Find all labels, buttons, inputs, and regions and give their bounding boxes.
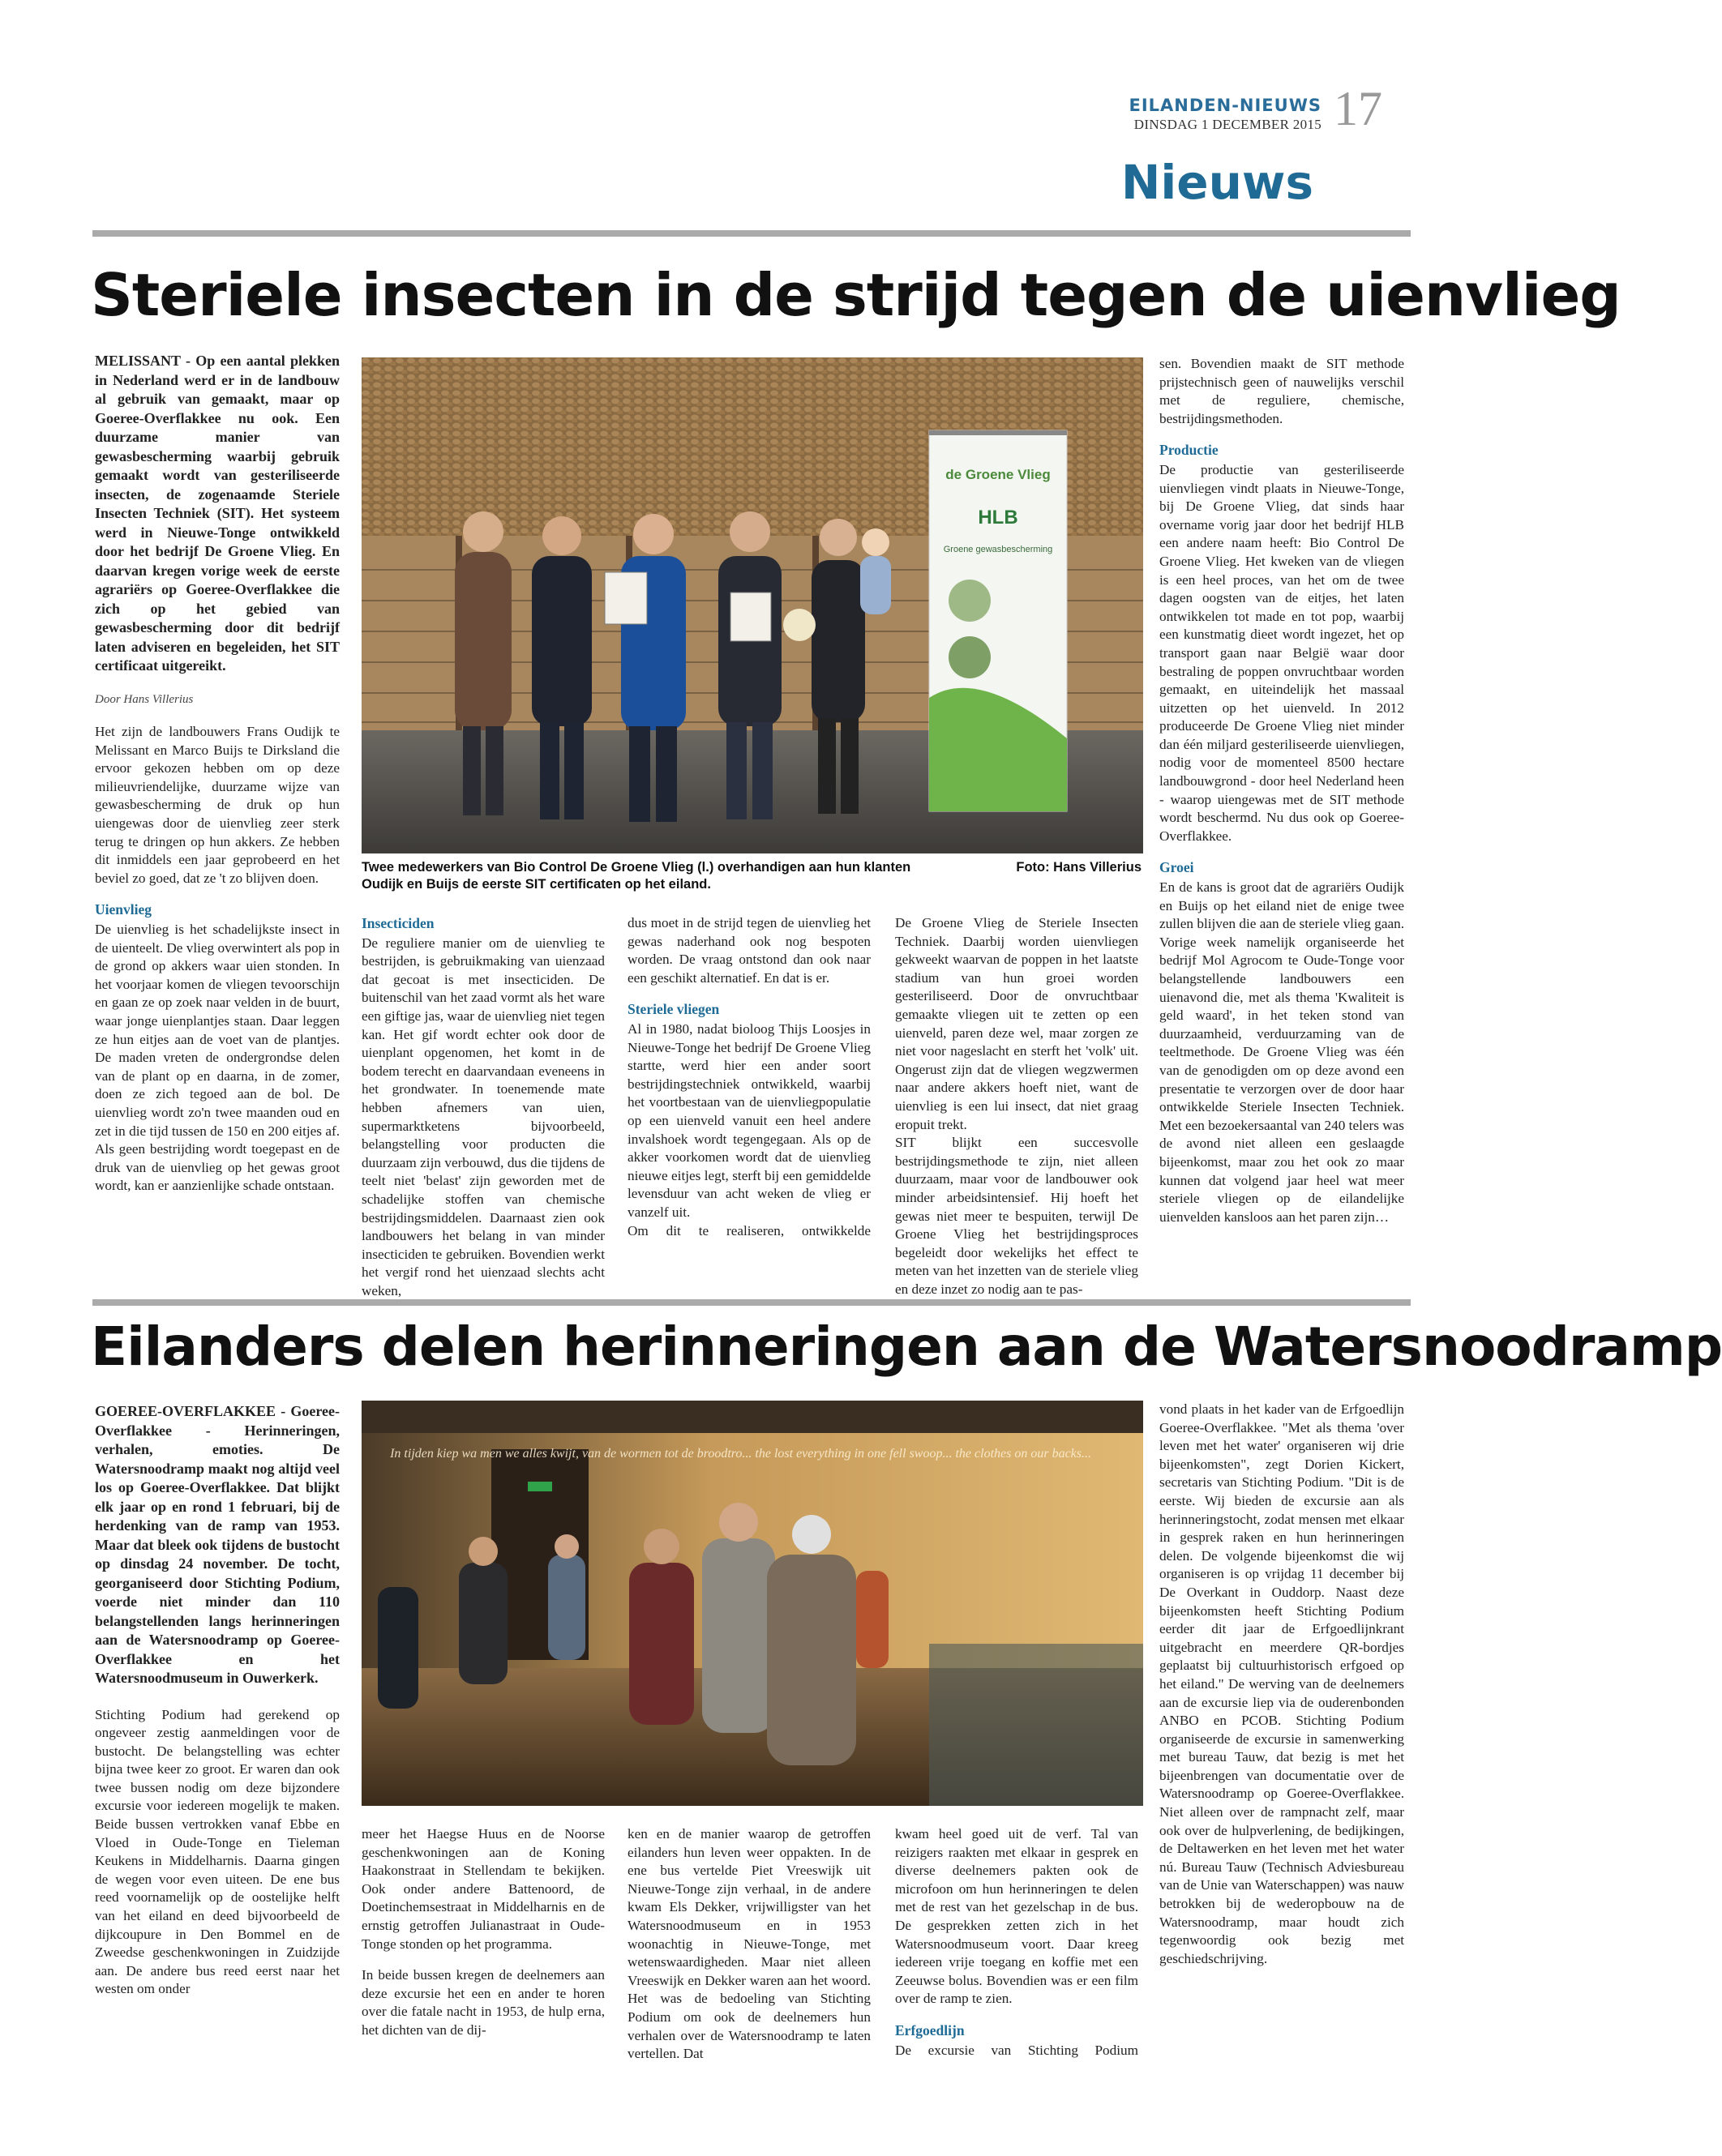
banner-subtitle: Groene gewasbescherming (943, 545, 1053, 554)
banner-brand-1: de Groene Vlieg (945, 467, 1051, 482)
article1-photo-caption: Twee medewerkers van Bio Control De Groene Vlieg (l.) overhandigen aan hun klanten Oudijk en Buijs de eerste SIT certificaten op het eiland. (362, 860, 911, 892)
subheading-erfgoedlijn: Erfgoedlijn (895, 2021, 965, 2038)
article1-photo (362, 357, 1143, 853)
article1-paragraph: De uienvlieg is het schadelijkste insect in de uienteelt. De vlieg overwintert als pop in de grond op akkers waar uien stonden. In het voorjaar komen de vliegen tevoorschijn en gaan ze op zoek naar velden in de buurt, waar jonge uienplantjes staan. Daar leggen ze hun eitjes aan de voet van de plantjes. De maden vreten de ondergrondse delen van de plant op en daarna, in de zomer, doen ze zich tegoed aan de bol. De uienvlieg wordt zo'n twee maanden oud en zet in die tijd tussen de 150 en 200 eitjes af. Als geen bestrijding wordt toegepast en de druk van de uienvlieg op het gewas groot wordt, kan er aanzienlijke schade ontstaan. (95, 922, 340, 1194)
article1-column-4 (895, 914, 1138, 1298)
article2-paragraph: Stichting Podium had gerekend op ongeveer zestig aanmeldingen voor de bustocht. De belangstelling was echter bijna twee keer zo groot. Er waren dan ook twee bussen nodig om deze bijzondere excursie voor iedereen mogelijk te maken. Beide bussen vertrokken vanaf Ebbe en Vloed in Oude-Tonge en Tieleman Keukens in Middelharnis. Daarna gingen de wegen voor even uiteen. De ene bus reed voornamelijk op de oostelijke helft van het eiland en deed bijvoorbeeld de dijkcoupure in Den Bommel en de Zweedse geschenkwoningen in Zuidzijde aan. De andere bus reed eerst naar het westen om onder (95, 1706, 340, 1997)
article2-headline: Eilanders delen herinneringen aan de Watersnoodramp (91, 1315, 1722, 1378)
subheading-steriele-vliegen: Steriele vliegen (628, 1001, 720, 1018)
article2-column-2 (362, 1825, 605, 2040)
article2-paragraph: vond plaats in het kader van de Erfgoedlijn Goeree-Overflakkee. "Met als thema 'over leven met het water' organiseren wij drie bijeenkomsten", zegt Dorien Kickert, secretaris van Stichting Podium. "Dit is de eerste. Wij bieden de excursie aan als herinneringstocht, zodat mensen met elkaar in gesprek raken en hun herinneringen delen. De volgende bijeenkomst die wij organiseren is op vrijdag 11 december bij De Overkant in Ouddorp. Naast deze bijeenkomsten heeft Stichting Podium eerder dit jaar de Erfgoedlijnkrant uitgebracht en meerdere QR-bordjes geplaatst bij cultuurhistorisch erfgoed op het eiland." De werving van de deelnemers aan de excursie liep via de ouderenbonden ANBO en PCOB. Stichting Podium organiseerde de excursie in samenwerking met bureau Tauw, dat bezig is met het bijeenbrengen van documentatie over de Watersnoodramp op Goeree-Overflakkee. Niet alleen over de rampnacht zelf, maar ook over de hulpverlening, de bedijkingen, de Deltawerken en het leven met het water nú. Bureau Tauw (Technisch Adviesbureau van de Unie van Waterschappen) was nauw betrokken bij de wederopbouw na de Watersnoodramp, maar houdt zich tegenwoordig ook bezig met geschiedschrijving. (1159, 1401, 1404, 1966)
article2-paragraph: meer het Haegse Huus en de Noorse geschenkwoningen aan de Koning Haakonstraat in Stellendam te bekijken. Ook onder andere Battenoord, de Doetinchemsestraat in Middelharnis en de ernstig getroffen Julianastraat in Oude-Tonge stonden op het programma. (362, 1826, 605, 1952)
publication-date: DINSDAG 1 DECEMBER 2015 (1133, 117, 1321, 132)
article2-paragraph: ken en de manier waarop de getroffen eilanders hun leven weer oppakten. In de ene bus vertelde Piet Vreeswijk uit Nieuwe-Tonge zijn verhaal, in de andere kwam Els Dekker, vrijwilligster van het Watersnoodmuseum en in 1953 woonachtig in Nieuwe-Tonge, met wetenswaardigheden. Maar niet alleen Vreeswijk en Dekker waren aan het woord. Het was de bedoeling van Stichting Podium om ook de deelnemers hun verhalen over de Watersnoodramp te laten vertellen. Dat (628, 1826, 871, 2062)
article1-column-3 (628, 914, 871, 1240)
top-rule (92, 230, 1411, 237)
article2-paragraph: In beide bussen kregen de deelnemers aan deze excursie het een en ander te horen over die fatale nacht in 1953, de hulp erna, het dichten van de dij- (362, 1967, 605, 2038)
masthead (1123, 96, 1321, 133)
museum-wall-text: In tijden kiep wa men we alles kwijt, van de wormen tot de broodtro... the lost everything in one fell swoop... the clothes on our backs... (390, 1447, 1091, 1461)
article1-photo-credit: Foto: Hans Villerius (1016, 860, 1142, 875)
article1-paragraph: sen. Bovendien maakt de SIT methode prijstechnisch geen of nauwelijks verschil met de reguliere, chemische, bestrijdingsmethoden. (1159, 356, 1404, 426)
article1-column-2 (362, 914, 605, 1300)
subheading-uienvlieg: Uienvlieg (95, 901, 152, 918)
article1-paragraph: De productie van gesteriliseerde uienvliegen vindt plaats in Nieuwe-Tonge, bij De Groene Vlieg, dat sinds haar overname vorig jaar door het bedrijf HLB een andere naam heeft: Bio Control De Groene Vlieg. Het kweken van de vliegen is een heel proces, van het om de twee dagen oogsten van de eitjes, het laten ontwikkelen tot made en tot pop, waarbij een kunstmatig dieet wordt ingezet, het op transport gaan naar België waar door bestraling de poppen onvruchtbaar worden gemaakt, en uiteindelijk het massaal uitzetten op het uienveld. In 2012 produceerde De Groene Vlieg niet minder dan één miljard gesteriliseerde uienvliegen, nodig voor de momenteel 8500 hectare landbouwgrond - door heel Nederland heen - waarop uiengewas met de SIT methode wordt beschermd. Nu dus ook op Goeree-Overflakkee. (1159, 461, 1404, 844)
photo-farmers-certificates (362, 357, 1143, 853)
publication-name: EILANDEN-NIEUWS (1129, 96, 1321, 115)
article2-column-3 (628, 1825, 871, 2064)
article1-byline: Door Hans Villerius (95, 692, 194, 706)
article1-intro: MELISSANT - Op een aantal plekken in Nederland werd er in de landbouw al gebruik van gemaakt, maar op Goeree-Overflakkee nu ook. Een duurzame manier van gewasbescherming waarbij gebruik gemaakt wordt van gesteriliseerde insecten, de zogenaamde Steriele Insecten Techniek (SIT). Het systeem werd in Nieuwe-Tonge ontwikkeld door het bedrijf De Groene Vlieg. En daarvan kregen vorige week de eerste agrariërs op Goeree-Overflakkee die zich op het gebied van gewasbescherming door dit bedrijf laten adviseren en begeleiden, het SIT certificaat uitgereikt. (95, 353, 340, 674)
banner-brand-2: HLB (978, 507, 1018, 528)
subheading-insecticiden: Insecticiden (362, 915, 435, 931)
article1-paragraph: De reguliere manier om de uienvlieg te bestrijden, is gebruikmaking van uienzaad dat gecoat is met insecticiden. De buitenschil van het zaad vormt als het ware een giftige jas, waar de uienvlieg niet tegen kan. Het gif wordt echter ook door de uienplant opgenomen, het komt in de bodem terecht en daarvandaan eveneens in het grondwater. In toenemende mate hebben afnemers van uien, supermarktketens bijvoorbeeld, belangstelling voor producten die duurzaam zijn verbouwd, dus die tijdens de teelt niet 'belast' zijn geworden met de schadelijke stoffen van chemische bestrijdingsmiddelen. Daarnaast zien ook landbouwers het belang in van minder insecticiden te gebruiken. Bovendien werkt het vergif rond het uienzaad slechts acht weken, (362, 935, 605, 1298)
article2-intro: GOEREE-OVERFLAKKEE - Goeree-Overflakkee - Herinneringen, verhalen, emoties. De Watersnoodramp maakt nog altijd veel los op Goeree-Overflakkee. Dat blijkt elk jaar op en rond 1 februari, bij de herdenking van de ramp van 1953. Maar dat bleek ook tijdens de bustocht op dinsdag 24 november. De tocht, georganiseerd door Stichting Podium, voerde niet minder dan 110 belangstellenden langs herinneringen aan de Watersnoodramp op Goeree-Overflakkee en het Watersnoodmuseum in Ouwerkerk. (95, 1403, 340, 1686)
article-divider-rule (92, 1299, 1411, 1306)
article1-paragraph: dus moet in de strijd tegen de uienvlieg het gewas naderhand ook nog bespoten worden. De vraag ontstond dan ook naar een geschikt alternatief. En dat is er. (628, 915, 871, 986)
article1-paragraph: Om dit te realiseren, ontwikkelde (628, 1222, 871, 1238)
article1-headline: Steriele insecten in de strijd tegen de uienvlieg (91, 261, 1621, 329)
article2-column-5 (1159, 1401, 1404, 1968)
article2-paragraph: kwam heel goed uit de verf. Tal van reizigers raakten met elkaar in gesprek en diverse deelnemers pakten ook de microfoon om hun herinneringen te delen met de rest van het gezelschap in de bus. De gesprekken zetten zich in het Watersnoodmuseum voort. Daar kreeg iedereen vrije toegang en koffie met een Zeeuwse bolus. Bovendien was er een film over de ramp te zien. (895, 1826, 1138, 2007)
article1-column-1 (95, 352, 340, 1196)
photo-watersnoodmuseum (362, 1401, 1143, 1806)
article2-paragraph: De excursie van Stichting Podium (895, 2042, 1138, 2058)
article1-paragraph: SIT blijkt een succesvolle bestrijdingsmethode te zijn, niet alleen duurzaam, maar voor de landbouwer ook minder arbeidsintensief. Hij hoeft het gewas niet meer te bespuiten, terwijl De Groene Vlieg het bestrijdingsproces begeleidt door wekelijks het effect te meten van het inzetten van de steriele vlieg en deze inzet zo nodig aan te pas- (895, 1135, 1138, 1297)
subheading-productie: Productie (1159, 442, 1219, 459)
article1-paragraph: De Groene Vlieg de Steriele Insecten Techniek. Daarbij worden uienvliegen gekweekt waarvan de poppen in het laatste stadium van hun groei worden gesteriliseerd. Door de onvruchtbaar gemaakte vliegen uit te zetten op een uienveld, paren deze wel, maar zorgen ze niet voor nageslacht en sterft het 'volk' uit. Ongerust zijn dat de vliegen wegzwermen naar andere akkers hoeft niet, want de uienvlieg is een lui insect, dat niet graag eropuit trekt. (895, 915, 1138, 1132)
article1-paragraph: En de kans is groot dat de agrariërs Oudijk en Buijs op het eiland niet de enige twee zullen blijven die aan de steriele vlieg gaan. Vorige week namelijk organiseerde het bedrijf Mol Agrocom te Oude-Tonge voor belangstellende landbouwers een uienavond die, met als thema 'Kwaliteit is geld waard', in het teken stond van duurzaamheid, verduurzaming van de teeltmethode. De Groene Vlieg was één van de genodigden om op deze avond een presentatie te verzorgen over de door haar ontwikkelde Steriele Insecten Techniek. Met een bezoekersaantal van 240 telers was de avond niet alleen een geslaagde bijeenkomst, maar zou het ook zo maar kunnen dat volgend jaar heel wat meer steriele vliegen op de eilandelijke uienvelden kansloos aan het paren zijn… (1159, 879, 1404, 1225)
article1-paragraph: Al in 1980, nadat bioloog Thijs Loosjes in Nieuwe-Tonge het bedrijf De Groene Vlieg startte, werd hier een ander soort bestrijdingstechniek ontwikkeld, waarbij het voortbestaan van de uienvliegpopulatie op een uienveld vanuit een heel andere invalshoek wordt tegengegaan. Als op de akker voorkomen wordt dat de uienvlieg nieuwe eitjes legt, sterft bij een gemiddelde levensduur van acht weken de vlieg er vanzelf uit. (628, 1020, 871, 1220)
article2-column-4 (895, 1825, 1138, 2060)
article1-column-5 (1159, 355, 1404, 1226)
article2-photo (362, 1401, 1143, 1806)
article2-column-1 (95, 1402, 340, 1999)
section-title: Nieuws (1120, 155, 1313, 210)
article1-paragraph: Het zijn de landbouwers Frans Oudijk te Melissant en Marco Buijs te Dirksland die ervoor gekozen hebben om op deze milieuvriendelijke, duurzame wijze van gewasbescherming de druk op hun uiengewas door de uienvlieg zeer sterk terug te dringen op hun akkers. Ze hebben dit inmiddels een jaar geprobeerd en het beviel zo goed, dat ze 't zo blijven doen. (95, 724, 340, 886)
subheading-groei: Groei (1159, 859, 1194, 876)
page-number: 17 (1334, 82, 1382, 135)
